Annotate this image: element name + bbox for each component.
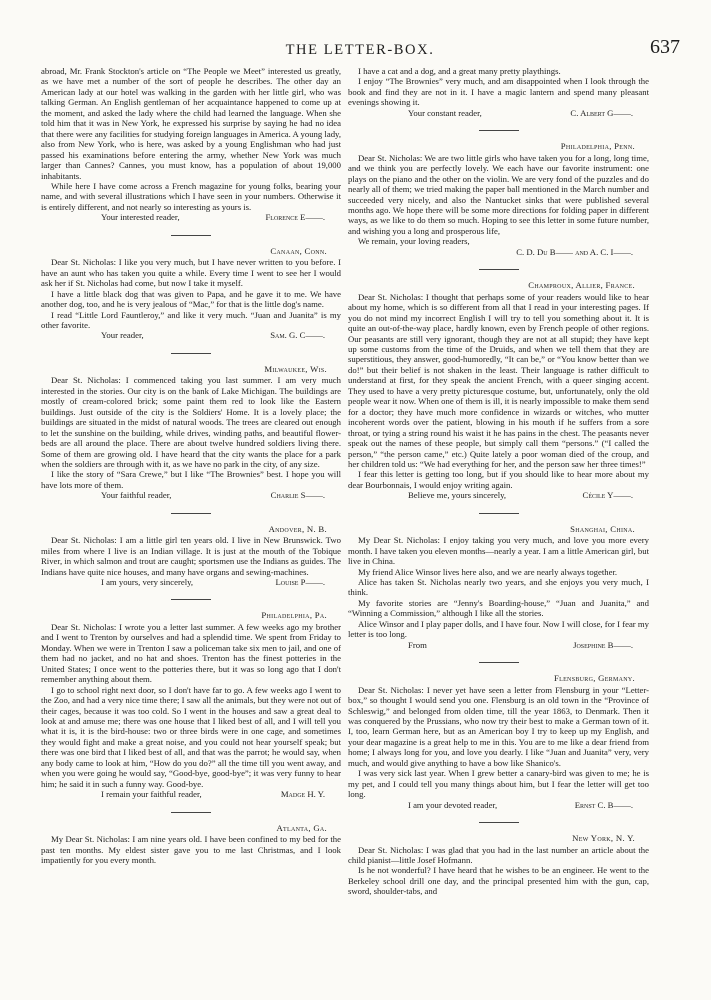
- letter-paragraph: I have a cat and a dog, and a great many pretty playthings.: [358, 66, 561, 76]
- divider: [171, 812, 211, 813]
- letter-signoff: [41, 577, 341, 587]
- letter-paragraph: My friend Alice Winsor lives here also, and we are nearly always together.: [358, 566, 618, 577]
- letter-closing: Your constant reader,: [408, 107, 482, 118]
- letter-florence: [41, 66, 341, 223]
- letter-signature: C. Albert G——.: [570, 107, 633, 118]
- letter-signoff: [41, 212, 341, 222]
- letter-paragraph: I go to school right next door, so I don't have far to go. A few weeks ago I went to the Zoo, and had a very nice time there; I saw all the animals, but they were not out of their cages, because it was too cold. So I went in the houses and saw a great deal to look at and amuse me; there was one house that I liked best of all, and I will tell you what it is, it is the bird-house: two or three birds were in one cage, and sometimes they would fight and make a great noise, and you could not hear yourself speak; but there was one bird that I liked best of all, and that was the parrot; he would say, when any body came to look at him, “How do you do?” all the time till you went away, and when you were going he would say, “Good-bye, good-bye”; it was very funny to hear him; he said it in such a funny way. Good-bye.: [41, 684, 341, 789]
- letter-paragraph: I was very sick last year. When I grew better a canary-bird was given to me; he is my pet, and I could tell you many things about him, but I fear the letter will get too long.: [348, 768, 649, 800]
- right-column: [348, 66, 649, 897]
- letter-paragraph: I read “Little Lord Fauntleroy,” and like it very much. “Juan and Juanita” is my other favorite.: [41, 309, 341, 330]
- letter-place: Milwaukee, Wis.: [264, 363, 327, 374]
- letter-closing: From: [408, 639, 427, 650]
- letter-place: Shanghai, China.: [570, 523, 635, 534]
- letter-closing: We remain, your loving readers,: [358, 236, 470, 247]
- page-header: [40, 38, 680, 62]
- letter-signoff: [348, 800, 649, 810]
- letter-signoff: [348, 640, 649, 650]
- letter-paragraph: While here I have come across a French magazine for young folks, bearing your name, and with several illustrations which I have seen in your numbers. Otherwise it is entirely different, and not nearly so interesting as yours is.: [41, 180, 341, 212]
- letter-andover: [41, 524, 341, 588]
- letter-paragraph: I have a little black dog that was given to Papa, and he gave it to me. We have another dog, too, and he is very jealous of “Mac,” for that is the little dog's name.: [41, 288, 341, 310]
- letter-new-york: [348, 833, 649, 897]
- letter-philadelphia-pa: [41, 610, 341, 799]
- letter-place: Philadelphia, Penn.: [560, 141, 635, 152]
- letter-paragraph: Dear St. Nicholas: I never yet have seen a letter from Flensburg in your “Letter-box,” so thought I would send you one. Flensburg is an old town in the “Province of Schleswig,” and belonged from olden time, till the year 1863, to Denmark. Then it was conquered by the Prussians, who now try their best to make a German town of it. I, too, learn German here, but as an American boy I try to keep up my English, and your dear magazine is a great help to me in this. You are to me like a dear friend from home; I always long for you, and love you dearly. I like “Juan and Juanita” very, very much, and would give anything to have a bow like Shanico's.: [348, 684, 649, 768]
- letter-paragraph: abroad, Mr. Frank Stockton's article on “The People we Meet” interested us greatly, as we have met a number of the sort of people he describes. The other day an American lady at our hotel was walking in the garden with her little girl, who was talking German. An English gentleman of her acquaintance happened to come up at the moment, and asked the lady where the child had learned the language. When she told him that it was in New York, he expressed his surprise by saying he had no idea that there were any facilities for studying foreign languages in America. A young lady, also from New York, who is here, was asked by a young Englishman who had just passed his examinations before entering the army, whether New York was much larger than Cannes? Cannes, you must know, has a population of about 19,000 inhabitants.: [41, 66, 341, 181]
- letter-closing: I remain your faithful reader,: [101, 789, 202, 800]
- letter-signature: Florence E——.: [265, 212, 325, 223]
- letter-albert: [348, 66, 649, 118]
- letter-paragraph: Alice Winsor and I play paper dolls, and I have four. Now I will close, for I fear my letter is too long.: [348, 618, 649, 640]
- divider: [479, 662, 519, 663]
- letter-paragraph: I enjoy “The Brownies” very much, and am disappointed when I look through the book and find they are not in it. I have a magic lantern and spend many pleasant evenings showing it.: [348, 76, 649, 108]
- letter-signoff: [348, 490, 649, 500]
- letter-place: Andover, N. B.: [268, 523, 327, 534]
- letter-place: Atlanta, Ga.: [276, 822, 327, 833]
- letter-signature: Ernst C. B——.: [574, 799, 633, 810]
- divider: [479, 269, 519, 270]
- letter-shanghai: [348, 524, 649, 650]
- letter-signature: Cécile Y——.: [582, 490, 633, 501]
- letter-paragraph: Alice has taken St. Nicholas nearly two years, and she enjoys you very much, I think.: [348, 577, 649, 598]
- letter-paragraph: I like the story of “Sara Crewe,” but I like “The Brownies” best. I hope you will have lots more of them.: [41, 469, 341, 490]
- letter-closing: Your interested reader,: [101, 212, 180, 223]
- letter-paragraph: Dear St. Nicholas: I thought that perhaps some of your readers would like to hear about my home, which is so different from all that I read in your interesting pages. If you do not mind my incorrect English I will try to tell you something about it. It is quite an out-of-the-way place, hardly known, even by French people of other regions. Our peasants are still very ignorant, though they are not at all stupid; they have kept up some customs from the time of the Druids, and when we tell them that they are superstitious, they answer, good-humoredly, “It can be,” or “You know better than we do!” but their belief is not shaken in the least. Their language is rather difficult to understand at first, for they speak the ancient French, with a queer singing accent. They used to have a very pretty picturesque costume, but, unfortunately, only the old people wear it now. When one of them is ill, it is nearly impossible to make them send for a doctor; they have much more confidence in wizards or witches, who mutter incoherent words over the patient, blowing in his mouth if he suffers from a sore throat, or tying a string round his waist it he has pains in the chest. The peasants never speak out the names of these people, but simply call them “persons.” (“I called the person,” “the person came,” etc.) Quite lately a poor woman died of the croup, and her children told us: “We had everything for her, and the person saw her three times!”: [348, 291, 649, 469]
- letter-signoff: [41, 490, 341, 500]
- divider: [171, 353, 211, 354]
- letter-closing: Your faithful reader,: [101, 490, 172, 501]
- letter-signature: Louise P——.: [275, 577, 325, 588]
- letter-closing: Believe me, yours sincerely,: [408, 490, 507, 501]
- letter-paragraph: My favorite stories are “Jenny's Boarding-house,” “Juan and Juanita,” and “Winning a Commission,” although I like all the stories.: [348, 597, 649, 619]
- letter-closing: I am yours, very sincerely,: [101, 577, 194, 588]
- letter-place: Canaan, Conn.: [270, 245, 327, 256]
- letter-place: Champroux, Allier, France.: [528, 280, 635, 291]
- divider: [171, 235, 211, 236]
- letter-paragraph: Dear St. Nicholas: I was glad that you had in the last number an article about the child pianist—little Josef Hofmann.: [348, 844, 649, 865]
- divider: [171, 513, 211, 514]
- letter-paragraph: My Dear St. Nicholas: I enjoy taking you very much, and love you more every month. I have taken you eleven months—nearly a year. I am a little American girl, but live in China.: [348, 535, 649, 567]
- page-number: 637: [650, 36, 680, 58]
- letter-canaan: [41, 246, 341, 341]
- letter-champroux: [348, 280, 649, 501]
- letter-signature: C. D. Du B—— and A. C. I——.: [516, 246, 633, 257]
- letter-closing: Your reader,: [101, 330, 144, 341]
- letter-place: Philadelphia, Pa.: [261, 610, 327, 621]
- letter-paragraph: Dear St. Nicholas: We are two little girls who have taken you for a long, long time, and we think you are perfectly lovely. We each have our favorite instrument: one plays on the piano and the other on the violin. We are very fond of the puzzles and do nearly all of them; we tried making the paper ball mentioned in the March number and succeeded very nicely, and also the Nantucket sinks that were published several months ago. We hope there will be some more directions for folding paper in different ways, as we like to do them so much. Hoping to see this letter in some future number, and wishing you a long and prosperous life,: [348, 152, 649, 236]
- letter-paragraph: Is he not wonderful? I have heard that he wishes to be an engineer. He went to the Berkeley school drill one day, and the principal presented him with the gun, cap, sword, shoulder-tabs, and: [348, 865, 649, 897]
- letter-signature: Josephine B——.: [573, 639, 633, 650]
- letter-signoff: [41, 330, 341, 340]
- letter-paragraph: Dear St. Nicholas: I am a little girl ten years old. I live in New Brunswick. Two miles from where I live is an Indian village. It is just at the mouth of the Tobique River, in which salmon and trout are caught; sportsmen use the Indians as guides. The Indians have quite nice houses, and many have organs and sewing-machines.: [41, 535, 341, 577]
- letter-paragraph: Dear St. Nicholas: I like you very much, but I have never written to you before. I have an aunt who has taken you quite a while. Every time I went to see her I would ask her if St. Nicholas had come, but now I take it myself.: [41, 257, 341, 289]
- letter-atlanta: [41, 823, 341, 866]
- running-title: THE LETTER-BOX.: [285, 42, 435, 58]
- letter-philadelphia-penn: [348, 141, 649, 257]
- letter-flensburg: [348, 673, 649, 810]
- letter-signoff: [41, 789, 341, 799]
- letter-closing: I am your devoted reader,: [408, 799, 498, 810]
- letter-signature: Charlie S——.: [270, 490, 325, 501]
- divider: [479, 822, 519, 823]
- letter-signature: Sam. G. C——.: [270, 330, 325, 341]
- letter-signoff: [348, 247, 649, 257]
- letter-place: Flensburg, Germany.: [554, 673, 635, 684]
- letter-signoff: [348, 108, 649, 118]
- letter-paragraph: I fear this letter is getting too long, but if you should like to hear more about my dear Bourbonnais, I would enjoy writing again.: [348, 469, 649, 490]
- letter-paragraph: My Dear St. Nicholas: I am nine years old. I have been confined to my bed for the past ten months. My eldest sister gave you to me last Christmas, and I look impatiently for you every month.: [41, 834, 341, 865]
- letter-paragraph: Dear St. Nicholas: I commenced taking you last summer. I am very much interested in the stories. Our city is on the bank of Lake Michigan. The buildings are mostly of cream-colored brick; some paint them red to look like the Eastern buildings. Just outside of the city is the Soldiers' Home. It is a lovely place; the buildings are situated in the midst of natural woods. The trees are cleared out enough to let the sunshine on the building, while drives, winding paths, and beautiful flower-beds are all around the place. There are about twelve hundred soldiers living there. Some of them are growing old. I have heard that the city wants the place for a park when the soldiers are through with it, as we have no park in the city, of any size.: [41, 375, 341, 469]
- left-column: [41, 66, 341, 865]
- letter-signature: Madge H. Y.: [280, 789, 325, 800]
- letter-paragraph: Dear St. Nicholas: I wrote you a letter last summer. A few weeks ago my brother and I went to Trenton by ourselves and had a splendid time. We spent from Friday to Monday. When we were in Trenton I saw a policeman take six men to jail, and one of them had no jacket, and no hat and shoes. Trenton has the finest potteries in the United States; I once went to the potteries there, but it was so long ago that I don't remember anything about them.: [41, 621, 341, 685]
- divider: [479, 130, 519, 131]
- divider: [171, 599, 211, 600]
- letter-place: New York, N. Y.: [572, 833, 635, 844]
- letter-milwaukee: [41, 364, 341, 501]
- divider: [479, 513, 519, 514]
